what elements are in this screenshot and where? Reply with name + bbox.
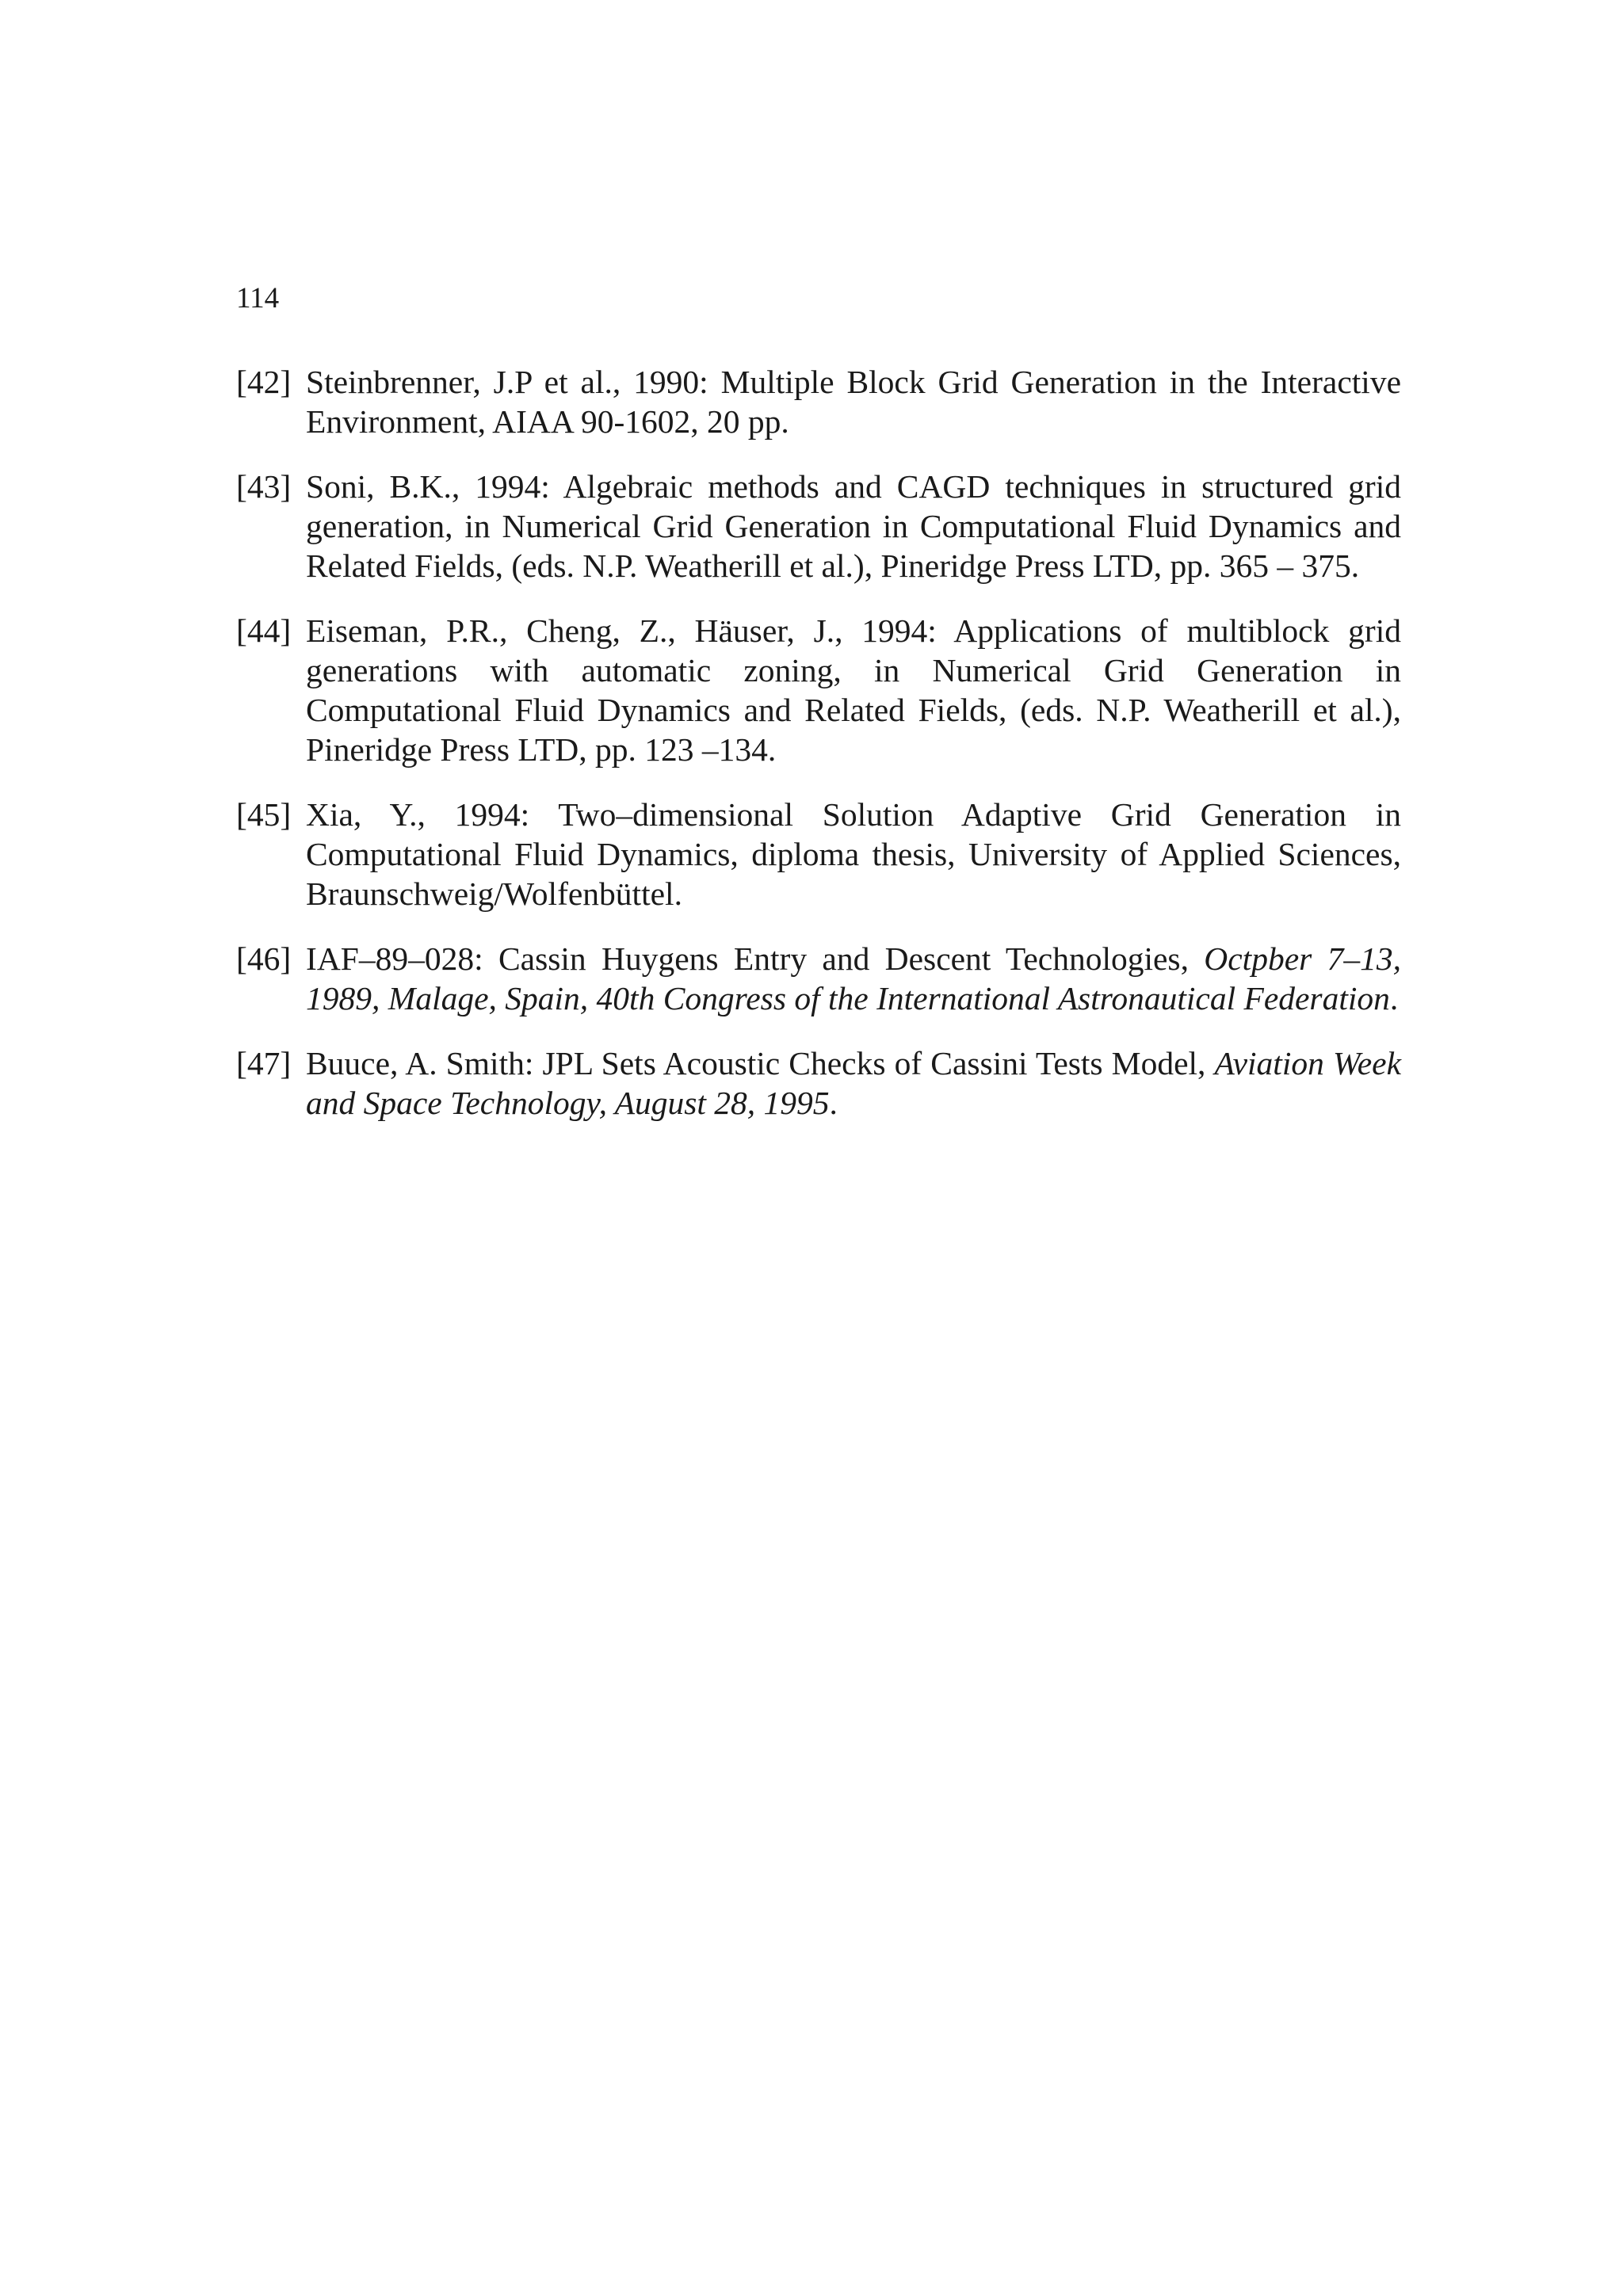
reference-item-42 [236, 362, 1401, 441]
reference-tail: . [829, 1085, 838, 1121]
reference-item-44 [236, 611, 1401, 769]
reference-text: Soni, B.K., 1994: Algebraic methods and CAGD techniques in structured grid generation, in Numerical Grid Generation in Computational Fluid Dynamics and Related Fields, (eds. N.P. Weatherill et al.), Pineridge Press LTD, pp. 365 – 375. [306, 468, 1401, 584]
reference-number: [43] [236, 468, 292, 505]
reference-text: Xia, Y., 1994: Two–dimensional Solution Adaptive Grid Generation in Computational Fluid Dynamics, diploma thesis, University of Applied Sciences, Braunschweig/Wolfenbüttel. [306, 796, 1401, 912]
reference-number: [44] [236, 612, 292, 649]
reference-list [236, 362, 1401, 1148]
reference-text: Buuce, A. Smith: JPL Sets Acoustic Checks of Cassini Tests Model, [306, 1045, 1215, 1081]
reference-item-43 [236, 467, 1401, 585]
reference-tail: . [1389, 980, 1399, 1016]
reference-number: [47] [236, 1045, 292, 1081]
reference-number: [42] [236, 364, 292, 400]
reference-italic-source: Aviation Week and Space Technology, August 28, 1995 [306, 1045, 1401, 1121]
reference-text: Steinbrenner, J.P et al., 1990: Multiple Block Grid Generation in the Interactive Environment, AIAA 90-1602, 20 pp. [306, 364, 1401, 440]
reference-number: [45] [236, 796, 292, 833]
reference-text: Eiseman, P.R., Cheng, Z., Häuser, J., 1994: Applications of multiblock grid generations with automatic zoning, in Numerical Grid Generation in Computational Fluid Dynamics and Related Fields, (eds. N.P. Weatherill et al.), Pineridge Press LTD, pp. 123 –134. [306, 612, 1401, 768]
reference-italic-source: Octpber 7–13, 1989, Malage, Spain, 40th Congress of the International Astronautical Federation [306, 940, 1401, 1016]
reference-item-47 [236, 1043, 1401, 1123]
reference-item-45 [236, 795, 1401, 913]
reference-number: [46] [236, 940, 292, 977]
page-number: 114 [236, 282, 280, 315]
reference-item-46 [236, 939, 1401, 1018]
reference-text: IAF–89–028: Cassin Huygens Entry and Descent Technologies, [306, 940, 1205, 977]
